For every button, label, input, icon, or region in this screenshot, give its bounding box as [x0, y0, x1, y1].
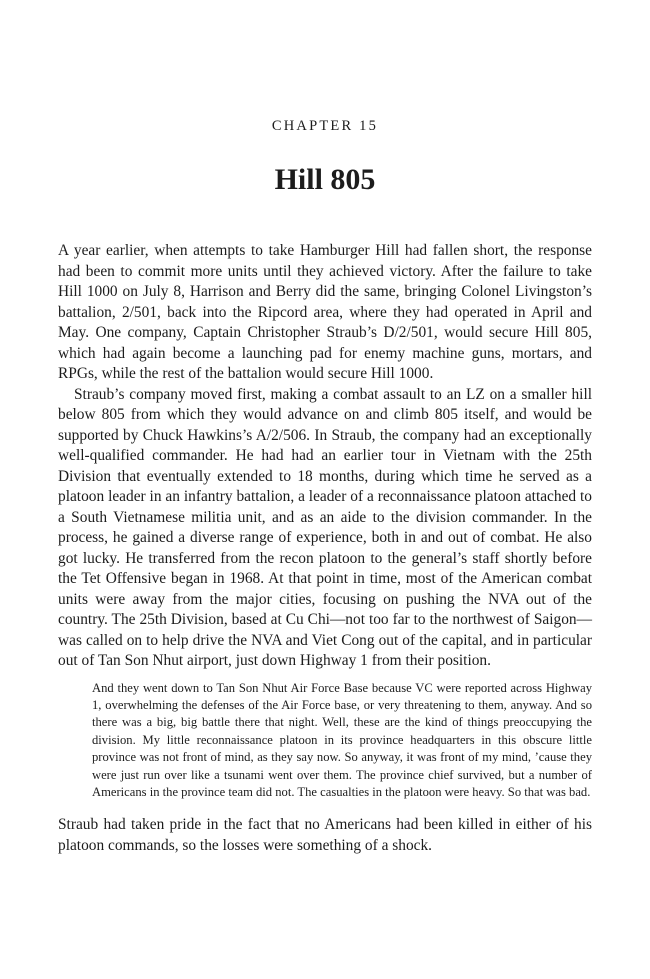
chapter-title: Hill 805	[274, 163, 376, 196]
chapter-body	[58, 241, 592, 856]
paragraph-2: Straub’s company moved first, making a combat assault to an LZ on a smaller hill below 805 from which they would advance on and climb 805 itself, and would be supported by Chuck Hawkins’s A/2/506. In Straub, the company had an exceptionally well-qualified commander. He had had an earlier tour in Vietnam with the 25th Division that eventually extended to 18 months, during which time he served as a platoon leader in an infantry battalion, a leader of a reconnaissance platoon attached to a South Vietnamese militia unit, and as an aide to the division commander. In the process, he gained a diverse range of experience, both in and out of combat. He also got lucky. He transferred from the recon platoon to the general’s staff shortly before the Tet Offensive began in 1968. At that point in time, most of the American combat units were away from the major cities, focusing on pushing the NVA out of the country. The 25th Division, based at Cu Chi—not too far to the northwest of Saigon—was called on to help drive the NVA and Viet Cong out of the capital, and in particular out of Tan Son Nhut airport, just down Highway 1 from their position.	[58, 385, 592, 669]
chapter-number: CHAPTER 15	[271, 118, 379, 134]
paragraph-1: A year earlier, when attempts to take Hamburger Hill had fallen short, the response had been to commit more units until they achieved victory. After the failure to take Hill 1000 on July 8, Harrison and Berry did the same, bringing Colonel Livingston’s battalion, 2/501, back into the Ripcord area, where they had operated in April and May. One company, Captain Christopher Straub’s D/2/501, would secure Hill 805, which had again become a launching pad for enemy machine guns, mortars, and RPGs, while the rest of the battalion would secure Hill 1000.	[58, 242, 592, 382]
paragraph-3: Straub had taken pride in the fact that no Americans had been killed in either of his platoon commands, so the losses were something of a shock.	[58, 816, 592, 854]
block-quote: And they went down to Tan Son Nhut Air Force Base because VC were reported across Highway 1, overwhelming the defenses of the Air Force base, or very threatening to them, anyway. And so there was a big, big battle there that night. Well, these are the kind of things preoccupying the division. My little reconnaissance platoon in its province headquarters in this obscure little province was not front of mind, as they say now. So anyway, it was front of my mind, ’cause they were just run over like a tsunami went over them. The province chief survived, but a number of Americans in the province team did not. The casualties in the platoon were heavy. So that was bad.	[92, 680, 592, 799]
